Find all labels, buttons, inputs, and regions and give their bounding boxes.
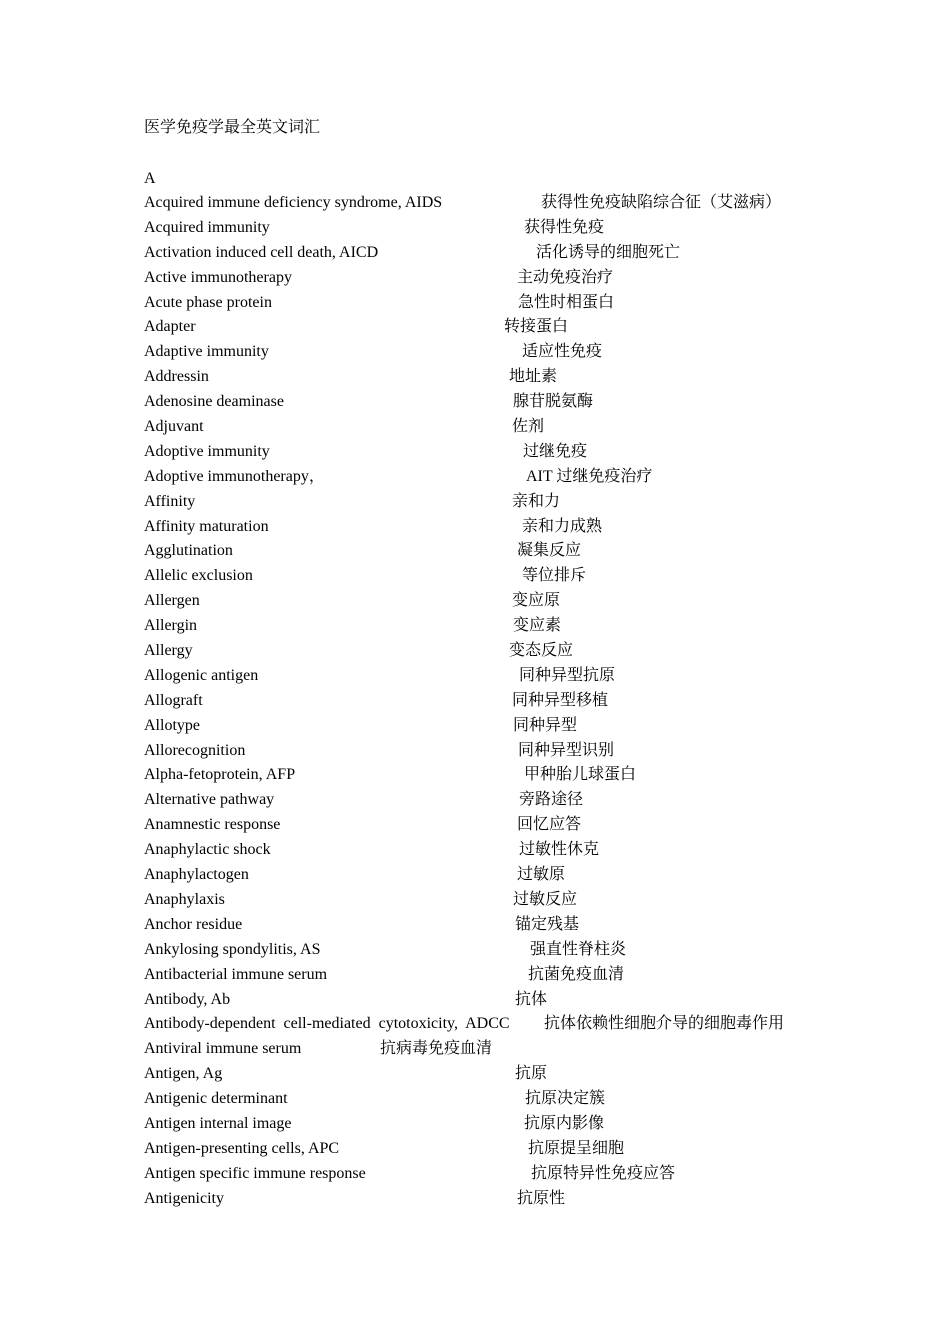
term-chinese: 亲和力: [512, 492, 561, 510]
glossary-entry: [144, 1139, 824, 1164]
term-english: Antigenicity: [144, 1189, 224, 1207]
term-english: Antigen, Ag: [144, 1065, 223, 1083]
glossary-entry: [144, 890, 824, 915]
term-english: Anaphylaxis: [144, 890, 225, 908]
glossary-entry: [144, 840, 824, 865]
glossary-entry: [144, 741, 824, 766]
term-chinese: 过敏性休克: [519, 841, 600, 859]
term-english: Activation induced cell death, AICD: [144, 243, 379, 261]
term-chinese: 适应性免疫: [522, 343, 603, 361]
term-chinese: 抗原提呈细胞: [528, 1139, 625, 1157]
term-english: Anchor residue: [144, 915, 243, 933]
glossary-entry: [144, 342, 824, 367]
term-english: Adenosine deaminase: [144, 393, 284, 411]
term-english: Adoptive immunity: [144, 442, 270, 460]
glossary-entry: [144, 243, 824, 268]
term-chinese: 亲和力成熟: [522, 517, 603, 535]
term-english: Antiviral immune serum: [144, 1040, 302, 1058]
term-chinese: 同种异型移植: [512, 691, 609, 709]
term-chinese: 同种异型: [513, 716, 578, 734]
term-english: Antibody, Ab: [144, 990, 231, 1008]
term-chinese: 等位排斥: [522, 567, 587, 585]
glossary-entry: [144, 591, 824, 616]
term-chinese: 强直性脊柱炎: [530, 940, 627, 958]
glossary-entry: [144, 566, 824, 591]
glossary-entry: [144, 765, 824, 790]
term-chinese: 抗体: [515, 990, 548, 1008]
term-english: Allogenic antigen: [144, 666, 259, 684]
glossary-entry: [144, 666, 824, 691]
term-english: Adjuvant: [144, 418, 204, 436]
term-chinese: 变应原: [512, 592, 561, 610]
term-english: Allergen: [144, 592, 200, 610]
term-chinese: 甲种胎儿球蛋白: [524, 766, 637, 784]
glossary-entry: [144, 865, 824, 890]
glossary-entry: [144, 541, 824, 566]
term-chinese: 变应素: [513, 617, 562, 635]
glossary-entry: [144, 1189, 824, 1214]
term-english: Affinity maturation: [144, 517, 269, 535]
glossary-entry: [144, 1164, 824, 1189]
glossary-entry: [144, 417, 824, 442]
term-english: Anamnestic response: [144, 816, 281, 834]
term-chinese: 抗原: [515, 1065, 548, 1083]
term-chinese: 抗原决定簇: [525, 1090, 606, 1108]
term-chinese: 抗病毒免疫血清: [380, 1040, 493, 1058]
term-english: Antibody-dependent cell-mediated cytotoxicity, ADCC: [144, 1015, 510, 1033]
glossary-entry: [144, 268, 824, 293]
term-english: Acquired immunity: [144, 218, 270, 236]
term-chinese: 旁路途径: [519, 791, 584, 809]
term-english: Active immunotherapy: [144, 268, 292, 286]
glossary-entry: [144, 442, 824, 467]
term-english: Antigenic determinant: [144, 1090, 288, 1108]
term-chinese: 主动免疫治疗: [517, 268, 614, 286]
section-letter: A: [144, 170, 156, 187]
term-english: Adoptive immunotherapy，: [144, 467, 325, 485]
term-chinese: 抗原特异性免疫应答: [531, 1164, 676, 1182]
term-chinese: 过继免疫: [523, 442, 588, 460]
term-english: Allograft: [144, 691, 203, 709]
glossary-entry: [144, 1114, 824, 1139]
glossary-entry: [144, 1064, 824, 1089]
glossary-list: [144, 193, 824, 1214]
term-english: Allorecognition: [144, 741, 246, 759]
glossary-entry: [144, 517, 824, 542]
term-english: Allelic exclusion: [144, 567, 253, 585]
glossary-entry: [144, 940, 824, 965]
term-chinese: 同种异型抗原: [519, 666, 616, 684]
term-chinese: 回忆应答: [517, 816, 582, 834]
term-english: Agglutination: [144, 542, 233, 560]
glossary-entry: [144, 641, 824, 666]
term-english: Anaphylactic shock: [144, 841, 271, 859]
term-english: Alpha-fetoprotein, AFP: [144, 766, 296, 784]
term-chinese: 转接蛋白: [504, 318, 569, 336]
term-english: Antigen specific immune response: [144, 1164, 366, 1182]
term-chinese: 获得性免疫: [524, 218, 605, 236]
term-english: Antigen-presenting cells, APC: [144, 1139, 340, 1157]
glossary-entry: [144, 990, 824, 1015]
term-chinese: 地址素: [509, 368, 558, 386]
term-english: Anaphylactogen: [144, 866, 249, 884]
document-title: 医学免疫学最全英文词汇: [144, 119, 321, 136]
term-english: Adapter: [144, 318, 196, 336]
glossary-entry: [144, 392, 824, 417]
term-english: Antibacterial immune serum: [144, 965, 328, 983]
term-english: Alternative pathway: [144, 791, 275, 809]
glossary-entry: [144, 1089, 824, 1114]
glossary-entry: [144, 293, 824, 318]
term-chinese: 腺苷脱氨酶: [513, 393, 594, 411]
term-english: Allergin: [144, 617, 198, 635]
term-chinese: 过敏原: [517, 866, 566, 884]
term-chinese: 凝集反应: [517, 542, 582, 560]
glossary-entry: [144, 492, 824, 517]
term-chinese: 抗菌免疫血清: [528, 965, 625, 983]
term-english: Affinity: [144, 492, 196, 510]
term-english: Adaptive immunity: [144, 343, 269, 361]
term-chinese: 变态反应: [509, 642, 574, 660]
term-english: Acute phase protein: [144, 293, 272, 311]
glossary-entry: [144, 1014, 824, 1039]
glossary-entry: [144, 716, 824, 741]
glossary-entry: [144, 1039, 824, 1064]
term-chinese: 过敏反应: [513, 890, 578, 908]
glossary-entry: [144, 965, 824, 990]
term-chinese: 抗原内影像: [524, 1114, 605, 1132]
term-chinese: 活化诱导的细胞死亡: [536, 243, 681, 261]
term-chinese: 同种异型识别: [518, 741, 615, 759]
glossary-entry: [144, 218, 824, 243]
glossary-entry: [144, 616, 824, 641]
term-chinese: 抗原性: [517, 1189, 566, 1207]
term-chinese: 锚定残基: [515, 915, 580, 933]
term-english: Ankylosing spondylitis, AS: [144, 940, 321, 958]
term-chinese: 抗体依赖性细胞介导的细胞毒作用: [544, 1015, 785, 1033]
glossary-entry: [144, 815, 824, 840]
glossary-entry: [144, 193, 824, 218]
glossary-entry: [144, 317, 824, 342]
term-chinese: 获得性免疫缺陷综合征（艾滋病）: [541, 194, 782, 211]
term-chinese: 佐剂: [512, 418, 545, 436]
glossary-entry: [144, 691, 824, 716]
term-english: Antigen internal image: [144, 1114, 292, 1132]
glossary-entry: [144, 915, 824, 940]
term-english: Addressin: [144, 368, 209, 386]
term-chinese: 急性时相蛋白: [518, 293, 615, 311]
glossary-entry: [144, 367, 824, 392]
glossary-entry: [144, 467, 824, 492]
term-english: Acquired immune deficiency syndrome, AIDS: [144, 194, 443, 211]
term-english: Allergy: [144, 642, 193, 660]
glossary-entry: [144, 790, 824, 815]
term-english: Allotype: [144, 716, 200, 734]
term-chinese: AIT 过继免疫治疗: [526, 467, 653, 485]
